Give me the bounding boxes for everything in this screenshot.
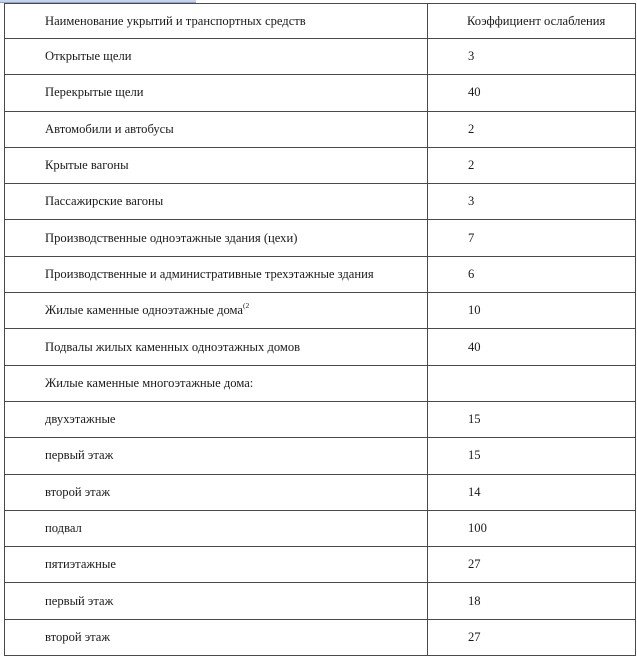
shelter-name-cell: второй этаж xyxy=(5,619,428,655)
coefficient-cell: 3 xyxy=(428,184,636,220)
shelter-name-cell: Открытые щели xyxy=(5,39,428,75)
table-row xyxy=(5,619,636,655)
shelter-name-cell: Пассажирские вагоны xyxy=(5,184,428,220)
header-attenuation-coefficient: Коэффициент ослабления xyxy=(428,4,636,39)
table-row xyxy=(5,329,636,365)
footnote-marker: (2 xyxy=(243,301,250,311)
coefficient-cell: 2 xyxy=(428,111,636,147)
table-row xyxy=(5,220,636,256)
attenuation-coefficient-table xyxy=(4,3,636,656)
table-row xyxy=(5,39,636,75)
shelter-name-cell: первый этаж xyxy=(5,438,428,474)
coefficient-cell xyxy=(428,365,636,401)
shelter-name-cell: Автомобили и автобусы xyxy=(5,111,428,147)
shelter-name-cell: Подвалы жилых каменных одноэтажных домов xyxy=(5,329,428,365)
table-row xyxy=(5,293,636,329)
table-row xyxy=(5,365,636,401)
shelter-name-cell: Перекрытые щели xyxy=(5,75,428,111)
coefficient-cell: 27 xyxy=(428,619,636,655)
shelter-name-cell: пятиэтажные xyxy=(5,547,428,583)
coefficient-cell: 27 xyxy=(428,547,636,583)
shelter-name-cell: подвал xyxy=(5,510,428,546)
table-header-row xyxy=(5,4,636,39)
coefficient-cell: 18 xyxy=(428,583,636,619)
table-row xyxy=(5,256,636,292)
table-row xyxy=(5,547,636,583)
table-row xyxy=(5,184,636,220)
shelter-group-heading-cell: Жилые каменные многоэтажные дома: xyxy=(5,365,428,401)
coefficient-cell: 2 xyxy=(428,147,636,183)
coefficient-cell: 7 xyxy=(428,220,636,256)
shelter-name-cell: Производственные и административные трехэтажные здания xyxy=(5,256,428,292)
table-row xyxy=(5,147,636,183)
coefficient-cell: 100 xyxy=(428,510,636,546)
coefficient-cell: 15 xyxy=(428,401,636,437)
table-row xyxy=(5,111,636,147)
header-shelter-name: Наименование укрытий и транспортных средств xyxy=(5,4,428,39)
coefficient-cell: 6 xyxy=(428,256,636,292)
shelter-name-cell: второй этаж xyxy=(5,474,428,510)
coefficient-cell: 3 xyxy=(428,39,636,75)
coefficient-cell: 15 xyxy=(428,438,636,474)
shelter-name-cell xyxy=(5,293,428,329)
table-row xyxy=(5,583,636,619)
coefficient-cell: 14 xyxy=(428,474,636,510)
coefficient-cell: 40 xyxy=(428,329,636,365)
table-row xyxy=(5,510,636,546)
shelter-name-cell: двухэтажные xyxy=(5,401,428,437)
shelter-name-cell: первый этаж xyxy=(5,583,428,619)
shelter-name-text: Жилые каменные одноэтажные дома xyxy=(45,303,244,318)
table-row xyxy=(5,474,636,510)
shelter-name-cell: Производственные одноэтажные здания (цехи) xyxy=(5,220,428,256)
table-row xyxy=(5,438,636,474)
table-row xyxy=(5,75,636,111)
coefficient-cell: 10 xyxy=(428,293,636,329)
table-row xyxy=(5,401,636,437)
shelter-name-cell: Крытые вагоны xyxy=(5,147,428,183)
coefficient-cell: 40 xyxy=(428,75,636,111)
